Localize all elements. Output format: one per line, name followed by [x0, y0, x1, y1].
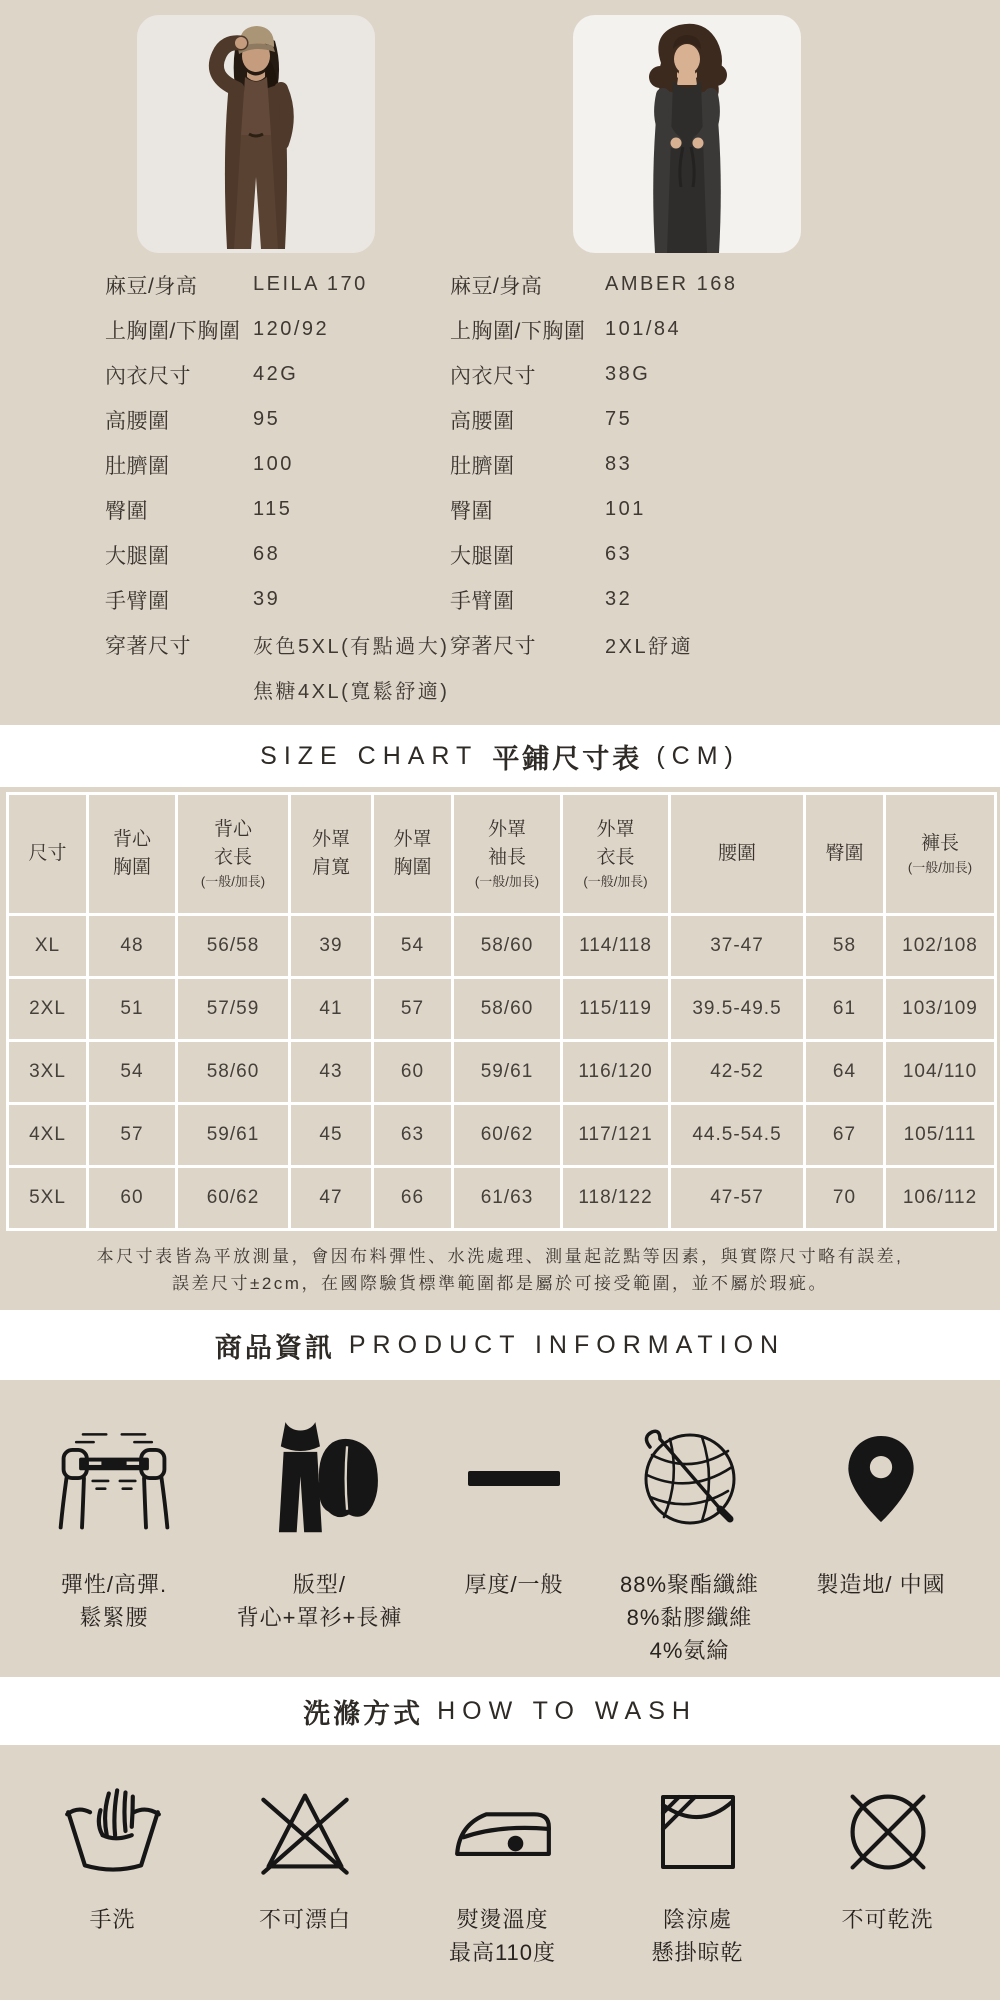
size-cell: 61/63: [453, 1167, 562, 1230]
size-cell: 5XL: [8, 1167, 88, 1230]
measure-label: 大腿圍: [105, 544, 170, 568]
measure-value: 115: [253, 498, 293, 520]
col-header: 外罩 肩寬: [290, 794, 373, 915]
size-cell: 57/59: [177, 978, 290, 1041]
measure-row: [105, 397, 477, 442]
measure-value: 120/92: [253, 318, 330, 340]
measure-row: [450, 262, 890, 307]
wash-heading: [0, 1677, 1000, 1745]
model-measurements-section: [0, 0, 1000, 725]
col-header: 褲長 (一般/加長): [885, 794, 996, 915]
measure-row: [450, 622, 890, 667]
size-cell: 106/112: [885, 1167, 996, 1230]
size-cell: 114/118: [562, 915, 670, 978]
measure-label: 臀圍: [105, 499, 148, 523]
size-cell: 57: [373, 978, 453, 1041]
measure-row: [450, 577, 890, 622]
size-cell: 118/122: [562, 1167, 670, 1230]
measure-label: 上胸圍/下胸圍: [105, 319, 241, 343]
size-cell: 58/60: [453, 978, 562, 1041]
product-attributes: [0, 1398, 1000, 1667]
size-cell: 116/120: [562, 1041, 670, 1104]
measure-label: 高腰圍: [105, 409, 170, 433]
measure-row: [105, 532, 477, 577]
col-header: 外罩 胸圍: [373, 794, 453, 915]
size-cell: 57: [88, 1104, 177, 1167]
measure-label: 穿著尺寸: [450, 634, 536, 658]
measure-label: 肚臍圍: [450, 454, 515, 478]
size-cell: 58: [805, 915, 885, 978]
size-cell: 39: [290, 915, 373, 978]
measure-row: [450, 487, 890, 532]
table-row: [8, 915, 996, 978]
measure-label: 肚臍圍: [105, 454, 170, 478]
size-cell: 51: [88, 978, 177, 1041]
measure-value: 75: [605, 408, 633, 430]
size-cell: 43: [290, 1041, 373, 1104]
size-cell: 47: [290, 1167, 373, 1230]
measure-label: 麻豆/身高: [450, 274, 543, 298]
wash-shade-dry: [615, 1767, 780, 1969]
product-info-section: [0, 1380, 1000, 1677]
col-header: 背心 胸圍: [88, 794, 177, 915]
wash-label: 手洗: [89, 1907, 136, 1932]
measure-value: 39: [253, 588, 281, 610]
product-attr-style: [211, 1398, 429, 1634]
heading-zh: 平鋪尺寸表: [492, 743, 643, 774]
outfit-icon: [250, 1398, 390, 1560]
product-attr-label: 88%聚酯纖維 8%黏膠纖維 4%氨綸: [619, 1572, 760, 1663]
measure-value: 焦糖4XL(寬鬆舒適): [253, 681, 450, 703]
size-cell: 3XL: [8, 1041, 88, 1104]
size-cell: 54: [88, 1041, 177, 1104]
table-row: [8, 1104, 996, 1167]
size-cell: 60/62: [453, 1104, 562, 1167]
measure-label: 大腿圍: [450, 544, 515, 568]
measure-row: [105, 622, 477, 667]
measurements-amber: [450, 262, 890, 667]
hand-wash-icon: [63, 1767, 163, 1895]
product-attr-label: 彈性/高彈. 鬆緊腰: [60, 1572, 168, 1630]
measurements-leila: [105, 262, 477, 712]
measure-value: 101/84: [605, 318, 682, 340]
heading-zh: 商品資訊: [214, 1332, 335, 1363]
size-chart-table: [6, 792, 997, 1231]
size-cell: 54: [373, 915, 453, 978]
measure-value: 灰色5XL(有點過大): [253, 636, 450, 658]
product-attr-thickness: [439, 1398, 589, 1601]
wash-instructions: [0, 1767, 1000, 1969]
no-dry-clean-icon: [838, 1767, 938, 1895]
size-cell: 48: [88, 915, 177, 978]
table-row: [8, 1167, 996, 1230]
yarn-ball-icon: [628, 1398, 752, 1560]
table-row: [8, 978, 996, 1041]
heading-en: PRODUCT INFORMATION: [348, 1330, 786, 1359]
measure-value: LEILA 170: [253, 273, 368, 295]
product-attr-label: 製造地/ 中國: [816, 1572, 946, 1597]
wash-no-bleach: [220, 1767, 390, 1936]
size-cell: 60: [88, 1167, 177, 1230]
col-header: 外罩 袖長 (一般/加長): [453, 794, 562, 915]
size-cell: 47-57: [670, 1167, 805, 1230]
measure-label: 穿著尺寸: [105, 634, 191, 658]
measure-label: 內衣尺寸: [450, 364, 536, 388]
location-pin-icon: [835, 1398, 927, 1560]
product-info-heading: [0, 1310, 1000, 1380]
measure-value: 42G: [253, 363, 299, 385]
size-cell: 102/108: [885, 915, 996, 978]
product-attr-material: [600, 1398, 780, 1667]
table-row: [8, 1041, 996, 1104]
size-note-line: 本尺寸表皆為平放測量，會因布料彈性、水洗處理、測量起訖點等因素，與實際尺寸略有誤差,: [96, 1247, 904, 1266]
size-cell: 42-52: [670, 1041, 805, 1104]
product-attr-origin: [790, 1398, 972, 1601]
model-amber-illustration: [573, 15, 801, 253]
size-cell: 104/110: [885, 1041, 996, 1104]
heading-en: HOW TO WASH: [437, 1696, 697, 1725]
model-leila-illustration: [137, 15, 375, 253]
measure-value: 63: [605, 543, 633, 565]
iron-temp-icon: [453, 1767, 553, 1895]
size-cell: 45: [290, 1104, 373, 1167]
size-cell: 60/62: [177, 1167, 290, 1230]
measure-row: [105, 307, 477, 352]
size-cell: 60: [373, 1041, 453, 1104]
size-cell: 44.5-54.5: [670, 1104, 805, 1167]
measure-value: 100: [253, 453, 294, 475]
measure-value: AMBER 168: [605, 273, 738, 295]
measure-row: [105, 577, 477, 622]
measure-row: [105, 262, 477, 307]
col-header: 尺寸: [8, 794, 88, 915]
size-note-line: 誤差尺寸±2cm，在國際驗貨標準範圍都是屬於可接受範圍，並不屬於瑕疵。: [172, 1274, 828, 1293]
measure-label: 手臂圍: [450, 589, 515, 613]
heading-unit: (CM): [656, 741, 740, 770]
measure-label: 上胸圍/下胸圍: [450, 319, 586, 343]
model-photo-right: [573, 15, 801, 258]
size-cell: 63: [373, 1104, 453, 1167]
size-cell: 64: [805, 1041, 885, 1104]
measure-row: [450, 532, 890, 577]
size-cell: 39.5-49.5: [670, 978, 805, 1041]
measure-row: [105, 442, 477, 487]
size-cell: 66: [373, 1167, 453, 1230]
thickness-bar-icon: [466, 1398, 562, 1560]
shade-dry-icon: [650, 1767, 746, 1895]
size-cell: 67: [805, 1104, 885, 1167]
heading-en: SIZE CHART: [260, 741, 479, 770]
size-cell: 61: [805, 978, 885, 1041]
size-chart-section: [0, 787, 1000, 1310]
size-chart-heading: [0, 725, 1000, 787]
size-cell: 103/109: [885, 978, 996, 1041]
measure-value: 83: [605, 453, 633, 475]
model-photo-left: [137, 15, 375, 258]
measure-row: [450, 442, 890, 487]
wash-label: 不可乾洗: [841, 1907, 934, 1932]
size-cell: 115/119: [562, 978, 670, 1041]
size-cell: 56/58: [177, 915, 290, 978]
col-header: 背心 衣長 (一般/加長): [177, 794, 290, 915]
col-header: 臀圍: [805, 794, 885, 915]
size-note: [0, 1243, 1000, 1297]
product-attr-label: 版型/ 背心+罩衫+長褲: [236, 1572, 403, 1630]
wash-section: [0, 1745, 1000, 2000]
measure-value: 68: [253, 543, 281, 565]
measure-row: [105, 352, 477, 397]
size-cell: 105/111: [885, 1104, 996, 1167]
measure-label: 麻豆/身高: [105, 274, 198, 298]
measure-value: 95: [253, 408, 281, 430]
size-cell: XL: [8, 915, 88, 978]
size-cell: 41: [290, 978, 373, 1041]
heading-zh: 洗滌方式: [303, 1698, 424, 1729]
measure-label: 內衣尺寸: [105, 364, 191, 388]
size-cell: 58/60: [177, 1041, 290, 1104]
no-bleach-icon: [255, 1767, 355, 1895]
table-header-row: [8, 794, 996, 915]
size-cell: 59/61: [453, 1041, 562, 1104]
measure-value: 101: [605, 498, 646, 520]
size-cell: 4XL: [8, 1104, 88, 1167]
measure-value: 2XL舒適: [605, 636, 694, 658]
measure-label: 手臂圍: [105, 589, 170, 613]
measure-label: 高腰圍: [450, 409, 515, 433]
size-cell: 117/121: [562, 1104, 670, 1167]
measure-row: [105, 487, 477, 532]
size-cell: 58/60: [453, 915, 562, 978]
col-header: 外罩 衣長 (一般/加長): [562, 794, 670, 915]
wash-no-dry-clean: [805, 1767, 970, 1936]
stretch-hands-icon: [50, 1398, 178, 1560]
wash-label: 熨燙溫度 最高110度: [448, 1907, 557, 1965]
measure-row: [450, 307, 890, 352]
size-cell: 59/61: [177, 1104, 290, 1167]
size-cell: 2XL: [8, 978, 88, 1041]
measure-value: 32: [605, 588, 633, 610]
wash-iron-temp: [415, 1767, 590, 1969]
measure-label: 臀圍: [450, 499, 493, 523]
size-cell: 70: [805, 1167, 885, 1230]
size-cell: 37-47: [670, 915, 805, 978]
measure-value: 38G: [605, 363, 651, 385]
col-header: 腰圍: [670, 794, 805, 915]
measure-row: [450, 352, 890, 397]
measure-row-extra: [105, 667, 477, 712]
measure-row: [450, 397, 890, 442]
product-attr-label: 厚度/一般: [464, 1572, 564, 1597]
wash-hand-wash: [30, 1767, 195, 1936]
wash-label: 陰涼處 懸掛晾乾: [651, 1907, 744, 1965]
product-attr-elasticity: [28, 1398, 200, 1634]
wash-label: 不可漂白: [258, 1907, 351, 1932]
